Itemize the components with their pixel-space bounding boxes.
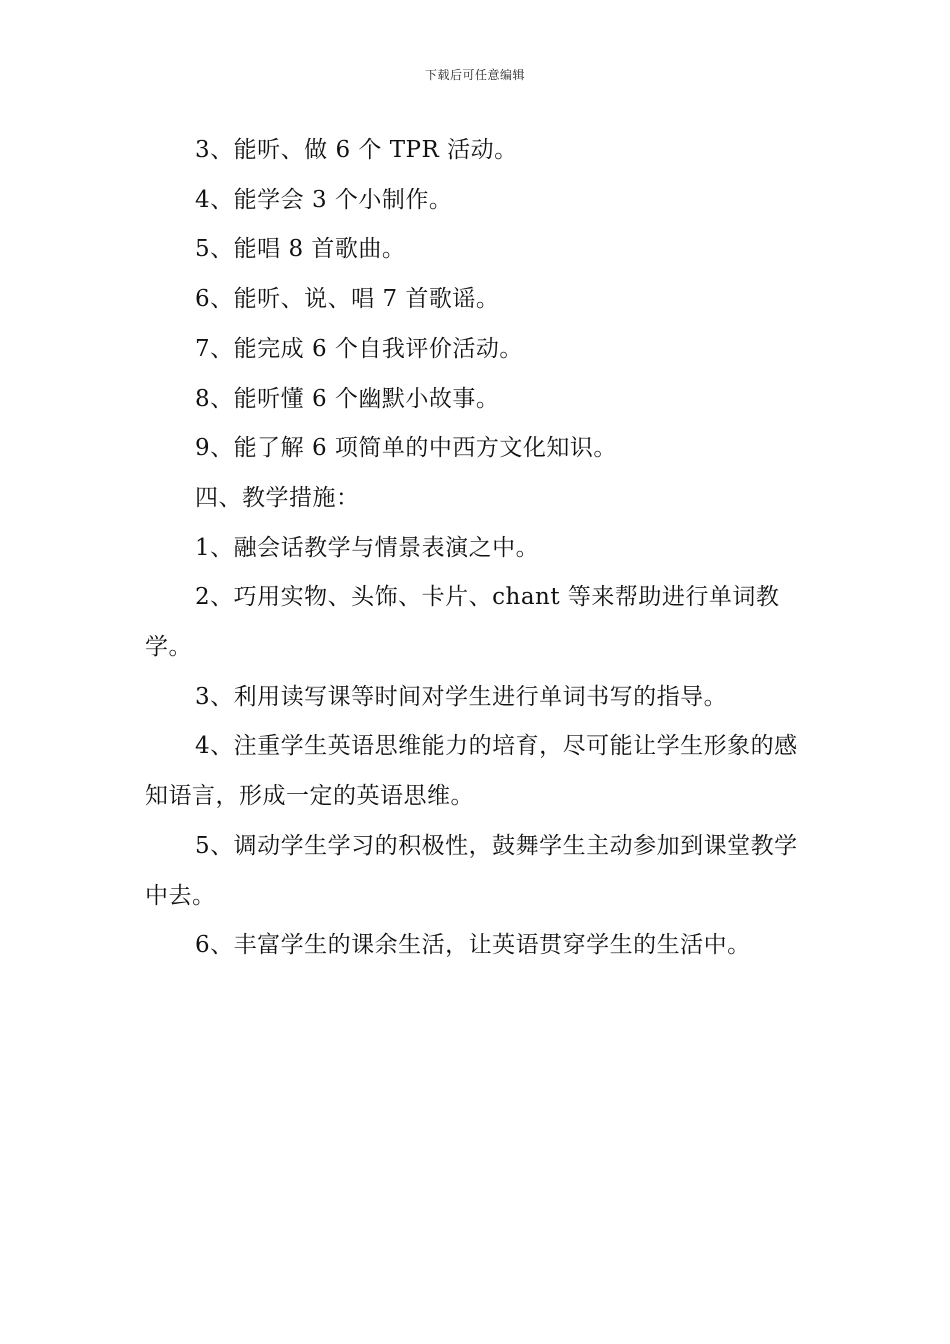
measure-item-6: 6、丰富学生的课余生活，让英语贯穿学生的生活中。	[195, 932, 751, 959]
header-note: 下载后可任意编辑	[424, 68, 525, 82]
goal-item-5: 5、能唱 8 首歌曲。	[195, 236, 406, 263]
section-heading: 四、教学措施：	[195, 484, 360, 511]
goal-item-4: 4、能学会 3 个小制作。	[195, 186, 453, 213]
goal-item-7: 7、能完成 6 个自我评价活动。	[195, 335, 523, 362]
goal-item-3: 3、能听、做 6 个 TPR 活动。	[195, 137, 518, 163]
measure-item-3: 3、利用读写课等时间对学生进行单词书写的指导。	[195, 683, 728, 710]
measure-item-4: 4、注重学生英语思维能力的培育，尽可能让学生形象的感知语言，形成一定的英语思维。	[145, 733, 798, 810]
measure-item-1: 1、融会话教学与情景表演之中。	[195, 534, 540, 561]
document-body	[145, 126, 810, 971]
goal-item-6: 6、能听、说、唱 7 首歌谣。	[195, 286, 500, 313]
measure-item-5: 5、调动学生学习的积极性，鼓舞学生主动参加到课堂教学中去。	[145, 832, 798, 909]
goal-item-9: 9、能了解 6 项简单的中西方文化知识。	[195, 435, 617, 462]
measure-item-2: 2、巧用实物、头饰、卡片、chant 等来帮助进行单词教学。	[145, 584, 780, 661]
goal-item-8: 8、能听懂 6 个幽默小故事。	[195, 385, 500, 412]
